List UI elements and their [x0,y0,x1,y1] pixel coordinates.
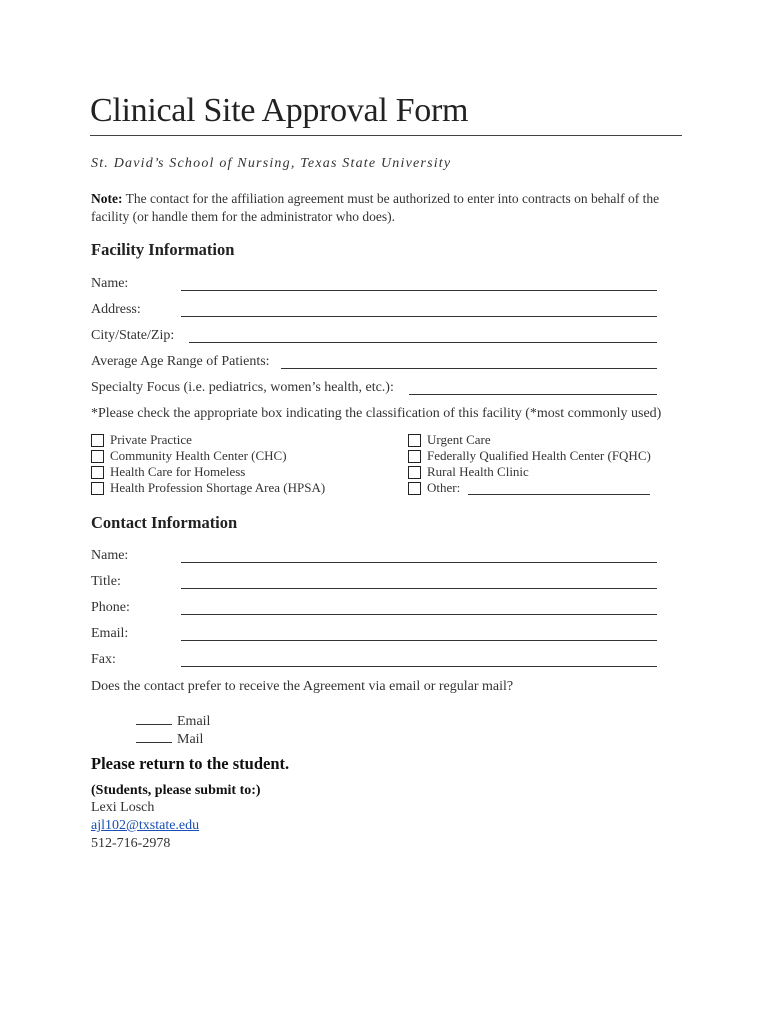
contact-section-heading: Contact Information [91,513,238,532]
submit-contact-name: Lexi Losch [91,800,155,815]
checkbox[interactable] [91,434,104,447]
facility-address-field[interactable] [181,316,657,317]
choice-mail[interactable]: Mail [136,730,203,748]
return-instruction: Please return to the student. [91,754,290,773]
checkbox[interactable] [408,466,421,479]
option-other[interactable]: Other: [408,480,651,496]
contact-email-label: Email: [91,626,129,641]
classification-instruction: *Please check the appropriate box indicating the classification of this facility (*most commonly used) [91,406,662,421]
option-rural-health[interactable]: Rural Health Clinic [408,464,651,480]
contact-fax-label: Fax: [91,652,116,667]
option-private-practice[interactable]: Private Practice [91,432,325,448]
contact-phone-label: Phone: [91,600,130,615]
option-chc[interactable]: Community Health Center (CHC) [91,448,325,464]
city-state-zip-field[interactable] [189,342,657,343]
city-state-zip-label: City/State/Zip: [91,328,175,343]
school-subtitle: St. David’s School of Nursing, Texas State University [91,156,452,171]
other-field[interactable] [468,482,650,495]
delivery-preference-question: Does the contact prefer to receive the Agreement via email or regular mail? [91,679,514,694]
affiliation-note [91,190,691,226]
submit-label: (Students, please submit to:) [91,783,261,798]
page-title: Clinical Site Approval Form [90,92,469,129]
contact-name-field[interactable] [181,562,657,563]
facility-name-label: Name: [91,276,129,291]
option-fqhc[interactable]: Federally Qualified Health Center (FQHC) [408,448,651,464]
contact-phone-field[interactable] [181,614,657,615]
age-range-field[interactable] [281,368,657,369]
note-label: Note: [91,191,123,206]
facility-name-field[interactable] [181,290,657,291]
classification-options-right [408,432,651,496]
email-blank[interactable] [136,712,172,725]
contact-title-label: Title: [91,574,121,589]
checkbox[interactable] [91,466,104,479]
submit-contact-email-link[interactable]: ajl102@txstate.edu [91,818,200,833]
contact-title-field[interactable] [181,588,657,589]
option-urgent-care[interactable]: Urgent Care [408,432,651,448]
option-homeless[interactable]: Health Care for Homeless [91,464,325,480]
specialty-focus-field[interactable] [409,394,657,395]
facility-address-label: Address: [91,302,141,317]
contact-name-label: Name: [91,548,129,563]
classification-options-left [91,432,325,496]
checkbox[interactable] [91,482,104,495]
contact-email-field[interactable] [181,640,657,641]
note-text: The contact for the affiliation agreement must be authorized to enter into contracts on behalf of the facility (or handle them for the administrator who does). [91,191,660,224]
submit-contact-phone: 512-716-2978 [91,836,171,851]
contact-fax-field[interactable] [181,666,657,667]
mail-blank[interactable] [136,730,172,743]
specialty-focus-label: Specialty Focus (i.e. pediatrics, women’s health, etc.): [91,380,394,395]
choice-email[interactable]: Email [136,712,210,730]
checkbox[interactable] [408,482,421,495]
facility-section-heading: Facility Information [91,240,235,259]
checkbox[interactable] [408,450,421,463]
title-divider [90,135,682,136]
option-hpsa[interactable]: Health Profession Shortage Area (HPSA) [91,480,325,496]
checkbox[interactable] [408,434,421,447]
checkbox[interactable] [91,450,104,463]
age-range-label: Average Age Range of Patients: [91,354,270,369]
